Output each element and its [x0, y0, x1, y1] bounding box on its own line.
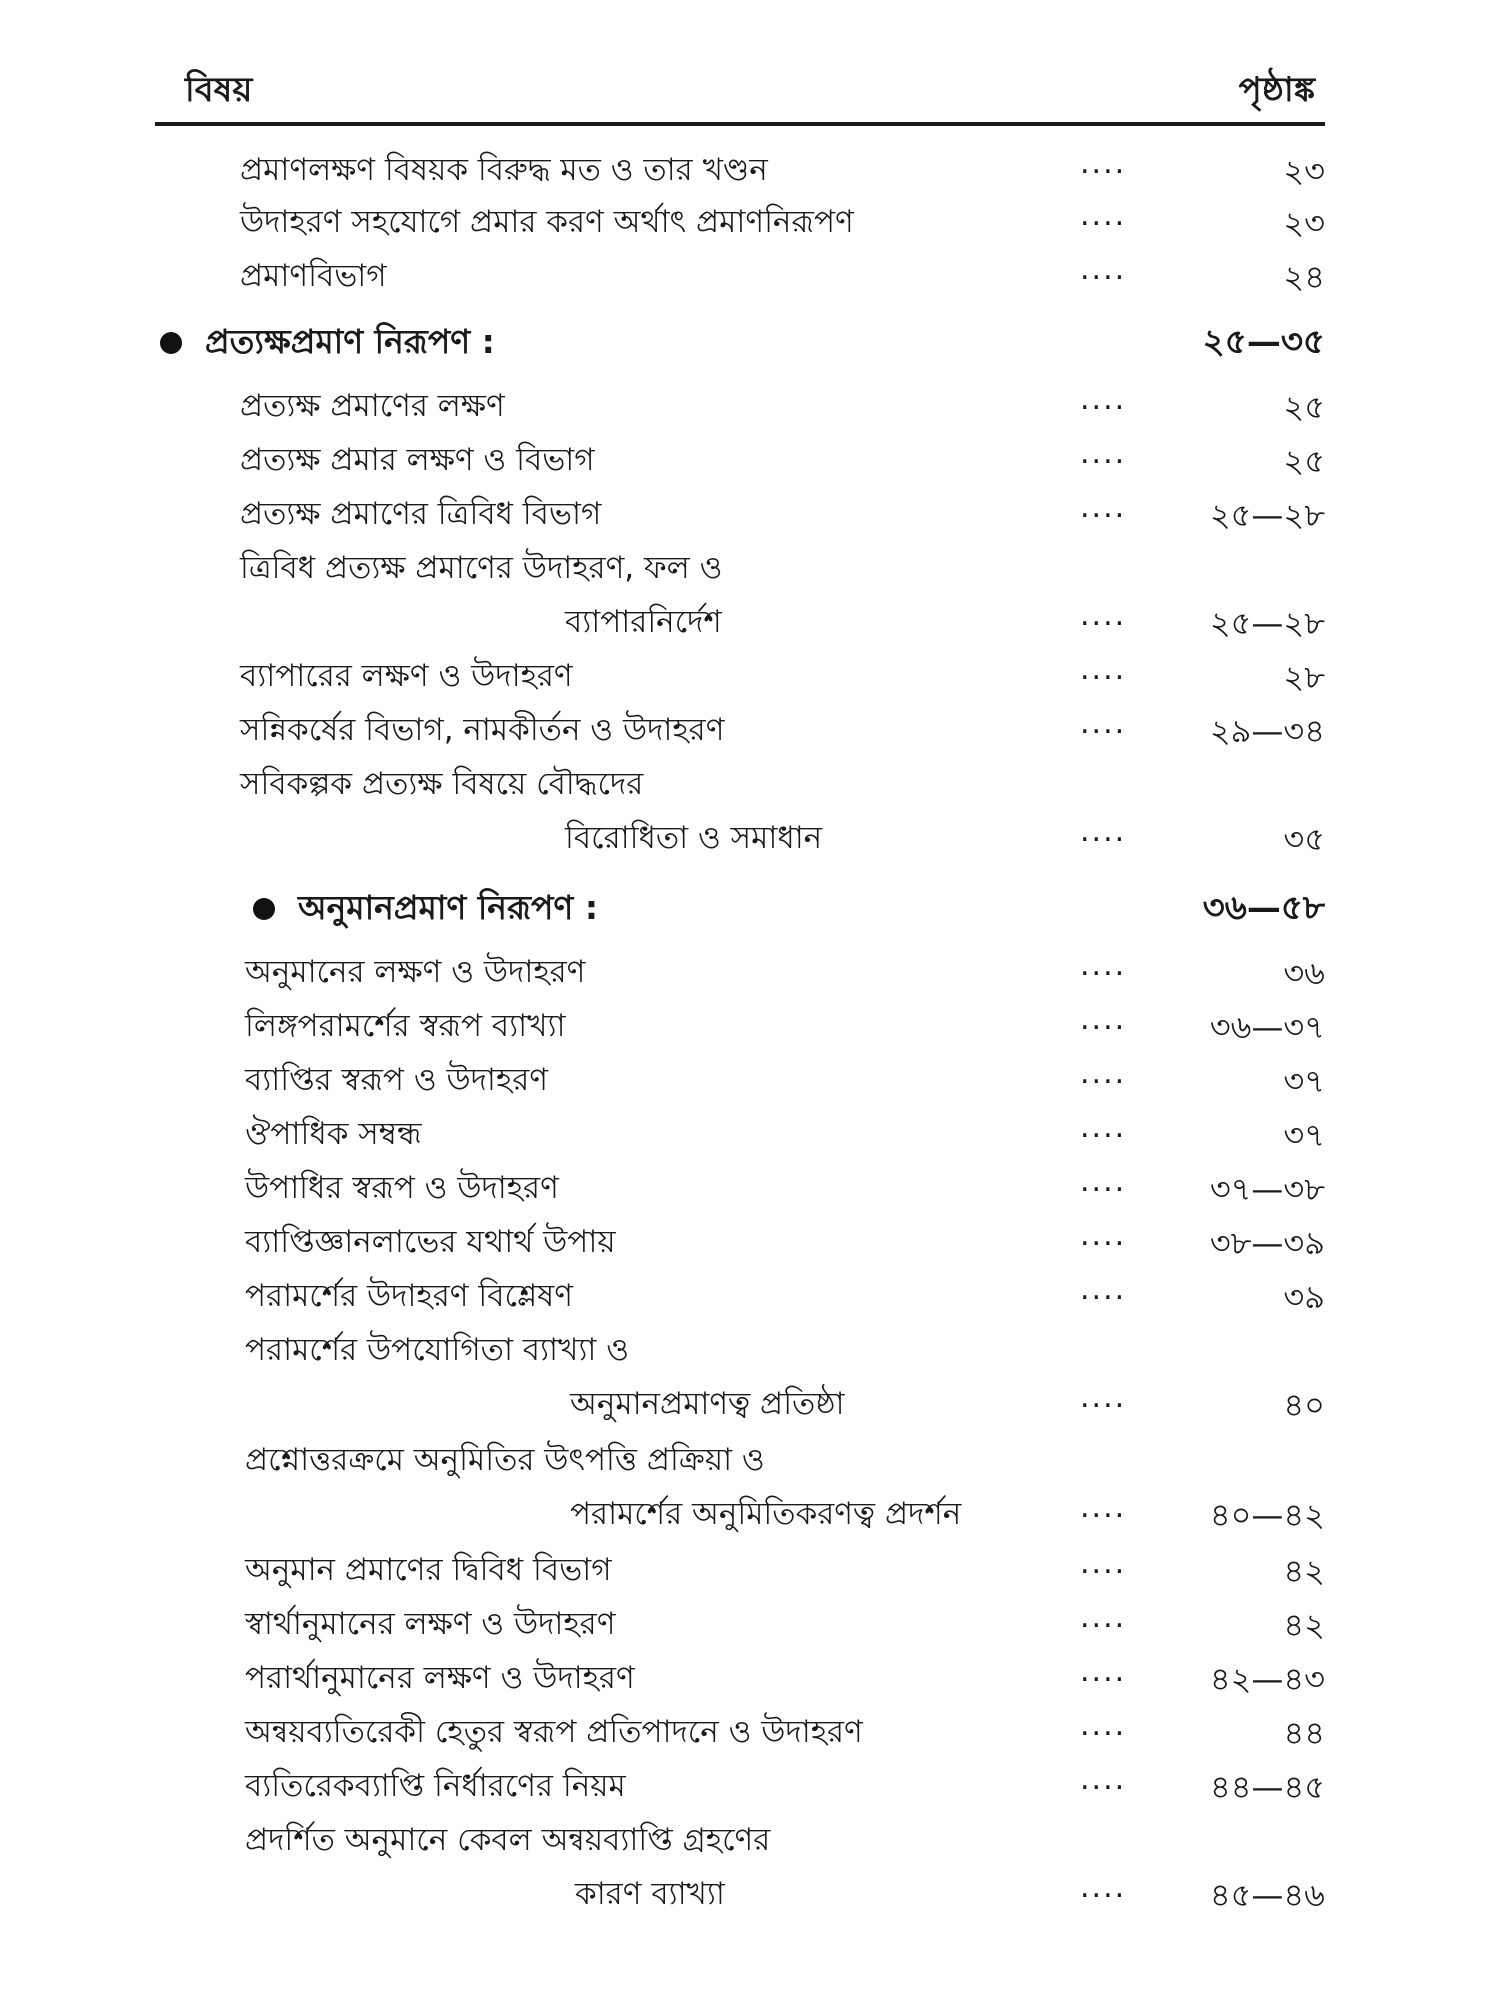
toc-entry	[0, 1648, 1500, 1702]
toc-entry	[0, 246, 1500, 300]
toc-section-heading	[0, 310, 1500, 364]
dot-leader: ....	[1080, 1546, 1127, 1581]
toc-entry	[0, 1104, 1500, 1158]
toc-entry-title: সন্নিকর্ষের বিভাগ, নামকীর্তন ও উদাহরণ	[240, 712, 725, 748]
dot-leader: ....	[1080, 1762, 1127, 1797]
toc-entry-title: প্রত্যক্ষ প্রমাণের লক্ষণ	[240, 388, 505, 424]
toc-entry-page: ৩৬	[1283, 954, 1325, 992]
toc-entry-title: প্রত্যক্ষ প্রমাণের ত্রিবিধ বিভাগ	[240, 496, 602, 532]
toc-entry-page: ৪৫—৪৬	[1209, 1876, 1325, 1914]
toc-entry-page: ২৩	[1283, 204, 1325, 242]
toc-entry-title: পরামর্শের উপযোগিতা ব্যাখ্যা ও	[245, 1332, 630, 1368]
toc-entry-title: প্রত্যক্ষ প্রমার লক্ষণ ও বিভাগ	[240, 442, 595, 478]
toc-entry	[0, 1266, 1500, 1320]
toc-entry-title: ব্যাপারনির্দেশ	[565, 604, 722, 640]
dot-leader: ....	[1080, 948, 1127, 983]
toc-entry	[0, 1540, 1500, 1594]
toc-entry-page: ২৫—২৮	[1209, 604, 1325, 642]
toc-entry	[0, 1212, 1500, 1266]
toc-entry-page: ২৩	[1283, 152, 1325, 190]
toc-entry-title: ত্রিবিধ প্রত্যক্ষ প্রমাণের উদাহরণ, ফল ও	[240, 550, 723, 586]
toc-entry	[0, 1594, 1500, 1648]
dot-leader: ....	[1080, 146, 1127, 181]
toc-section-page: ৩৬—৫৮	[1202, 888, 1325, 928]
dot-leader: ....	[1080, 1870, 1127, 1905]
toc-entry-page: ৪২—৪৩	[1209, 1660, 1325, 1698]
toc-entry-title: অনুমান প্রমাণের দ্বিবিধ বিভাগ	[245, 1552, 612, 1588]
toc-section-title: প্রত্যক্ষপ্রমাণ নিরূপণ :	[205, 322, 495, 361]
toc-entry-page: ৩৬—৩৭	[1209, 1008, 1325, 1046]
toc-entry	[0, 1050, 1500, 1104]
toc-entry-continuation	[0, 1374, 1500, 1428]
toc-entry	[0, 942, 1500, 996]
dot-leader: ....	[1080, 252, 1127, 287]
toc-entry	[0, 700, 1500, 754]
toc-entry	[0, 140, 1500, 194]
dot-leader: ....	[1080, 1056, 1127, 1091]
dot-leader: ....	[1080, 598, 1127, 633]
dot-leader: ....	[1080, 706, 1127, 741]
toc-entry-page: ৩৭	[1283, 1062, 1325, 1100]
toc-entry-page: ২৯—৩৪	[1209, 712, 1325, 750]
dot-leader: ....	[1080, 1490, 1127, 1525]
toc-entry-title: প্রমাণবিভাগ	[240, 258, 387, 294]
toc-entry-page: ২৫	[1283, 388, 1325, 426]
header-rule	[155, 122, 1325, 126]
toc-entry-title: অনুমানপ্রমাণত্ব প্রতিষ্ঠা	[570, 1386, 845, 1422]
toc-entry-page: ৩৮—৩৯	[1209, 1224, 1325, 1262]
toc-entry-title: প্রমাণলক্ষণ বিষয়ক বিরুদ্ধ মত ও তার খণ্ডন	[240, 152, 768, 188]
toc-entry-title: পরামর্শের উদাহরণ বিশ্লেষণ	[245, 1278, 574, 1314]
header-subject-label: বিষয়	[185, 70, 253, 110]
toc-entry-title: উদাহরণ সহযোগে প্রমার করণ অর্থাৎ প্রমাণনিরূপণ	[240, 204, 854, 240]
toc-entry-page: ৪২	[1283, 1552, 1325, 1590]
bullet-icon	[160, 332, 182, 354]
toc-entry	[0, 754, 1500, 808]
toc-entry	[0, 1756, 1500, 1810]
toc-entry	[0, 430, 1500, 484]
toc-entry-page: ৪০	[1283, 1386, 1325, 1424]
toc-entry-continuation	[0, 808, 1500, 862]
toc-entry-title: পরামর্শের অনুমিতিকরণত্ব প্রদর্শন	[570, 1496, 962, 1532]
toc-entry-title: ব্যাপারের লক্ষণ ও উদাহরণ	[240, 658, 573, 694]
toc-entry-page: ২৮	[1283, 658, 1325, 696]
toc-entry-page: ৪৪—৪৫	[1209, 1768, 1325, 1806]
dot-leader: ....	[1080, 1110, 1127, 1145]
toc-section-heading	[0, 876, 1500, 930]
dot-leader: ....	[1080, 1708, 1127, 1743]
dot-leader: ....	[1080, 1654, 1127, 1689]
bullet-icon	[253, 898, 275, 920]
dot-leader: ....	[1080, 1600, 1127, 1635]
dot-leader: ....	[1080, 1380, 1127, 1415]
dot-leader: ....	[1080, 814, 1127, 849]
toc-entry-title: লিঙ্গপরামর্শের স্বরূপ ব্যাখ্যা	[245, 1008, 566, 1044]
toc-entry-page: ২৫	[1283, 442, 1325, 480]
toc-entry-continuation	[0, 1864, 1500, 1918]
dot-leader: ....	[1080, 436, 1127, 471]
toc-entry-page: ৩৭—৩৮	[1209, 1170, 1325, 1208]
toc-entry-page: ৪২	[1283, 1606, 1325, 1644]
toc-entry	[0, 484, 1500, 538]
dot-leader: ....	[1080, 1218, 1127, 1253]
toc-entry-continuation	[0, 1484, 1500, 1538]
dot-leader: ....	[1080, 1164, 1127, 1199]
toc-entry	[0, 1702, 1500, 1756]
toc-entry-title: বিরোধিতা ও সমাধান	[565, 820, 823, 856]
toc-entry-title: ব্যাপ্তিজ্ঞানলাভের যথার্থ উপায়	[245, 1224, 616, 1260]
toc-entry-page: ২৪	[1283, 258, 1325, 296]
toc-header	[155, 52, 1325, 122]
toc-entry-title: পরার্থানুমানের লক্ষণ ও উদাহরণ	[245, 1660, 635, 1696]
toc-entry-title: কারণ ব্যাখ্যা	[575, 1876, 725, 1912]
toc-section-title: অনুমানপ্রমাণ নিরূপণ :	[298, 888, 599, 927]
dot-leader: ....	[1080, 652, 1127, 687]
toc-entry	[0, 1810, 1500, 1864]
toc-entry	[0, 646, 1500, 700]
toc-entry-page: ২৫—২৮	[1209, 496, 1325, 534]
dot-leader: ....	[1080, 1272, 1127, 1307]
toc-entry-title: স্বার্থানুমানের লক্ষণ ও উদাহরণ	[245, 1606, 616, 1642]
toc-entry-page: ৩৫	[1283, 820, 1325, 858]
toc-entry-page: ৩৭	[1283, 1116, 1325, 1154]
toc-entry-page: ৩৯	[1283, 1278, 1325, 1316]
toc-entry-title: ব্যাপ্তির স্বরূপ ও উদাহরণ	[245, 1062, 548, 1098]
toc-entry	[0, 376, 1500, 430]
toc-entry-page: ৪০—৪২	[1209, 1496, 1325, 1534]
header-page-label: পৃষ্ঠাঙ্ক	[1238, 70, 1315, 110]
toc-entry-page: ৪৪	[1283, 1714, 1325, 1752]
toc-entry-title: ঔপাধিক সম্বন্ধ	[245, 1116, 422, 1152]
toc-entry	[0, 1430, 1500, 1484]
toc-entry	[0, 538, 1500, 592]
toc-entry	[0, 192, 1500, 246]
toc-entry-title: সবিকল্পক প্রত্যক্ষ বিষয়ে বৌদ্ধদের	[240, 766, 644, 802]
toc-entry	[0, 1320, 1500, 1374]
toc-entry-title: ব্যতিরেকব্যাপ্তি নির্ধারণের নিয়ম	[245, 1768, 626, 1804]
toc-entry-title: উপাধির স্বরূপ ও উদাহরণ	[245, 1170, 559, 1206]
dot-leader: ....	[1080, 490, 1127, 525]
toc-entry-title: প্রশ্নোত্তরক্রমে অনুমিতির উৎপত্তি প্রক্রিয়া ও	[245, 1442, 765, 1478]
dot-leader: ....	[1080, 198, 1127, 233]
toc-entry	[0, 1158, 1500, 1212]
toc-entry-continuation	[0, 592, 1500, 646]
dot-leader: ....	[1080, 382, 1127, 417]
toc-section-page: ২৫—৩৫	[1202, 322, 1325, 362]
toc-entry-title: প্রদর্শিত অনুমানে কেবল অন্বয়ব্যাপ্তি গ্রহণের	[245, 1822, 771, 1858]
dot-leader: ....	[1080, 1002, 1127, 1037]
toc-entry-title: অন্বয়ব্যতিরেকী হেতুর স্বরূপ প্রতিপাদনে ও উদাহরণ	[245, 1714, 863, 1750]
toc-entry-title: অনুমানের লক্ষণ ও উদাহরণ	[245, 954, 586, 990]
toc-entry	[0, 996, 1500, 1050]
